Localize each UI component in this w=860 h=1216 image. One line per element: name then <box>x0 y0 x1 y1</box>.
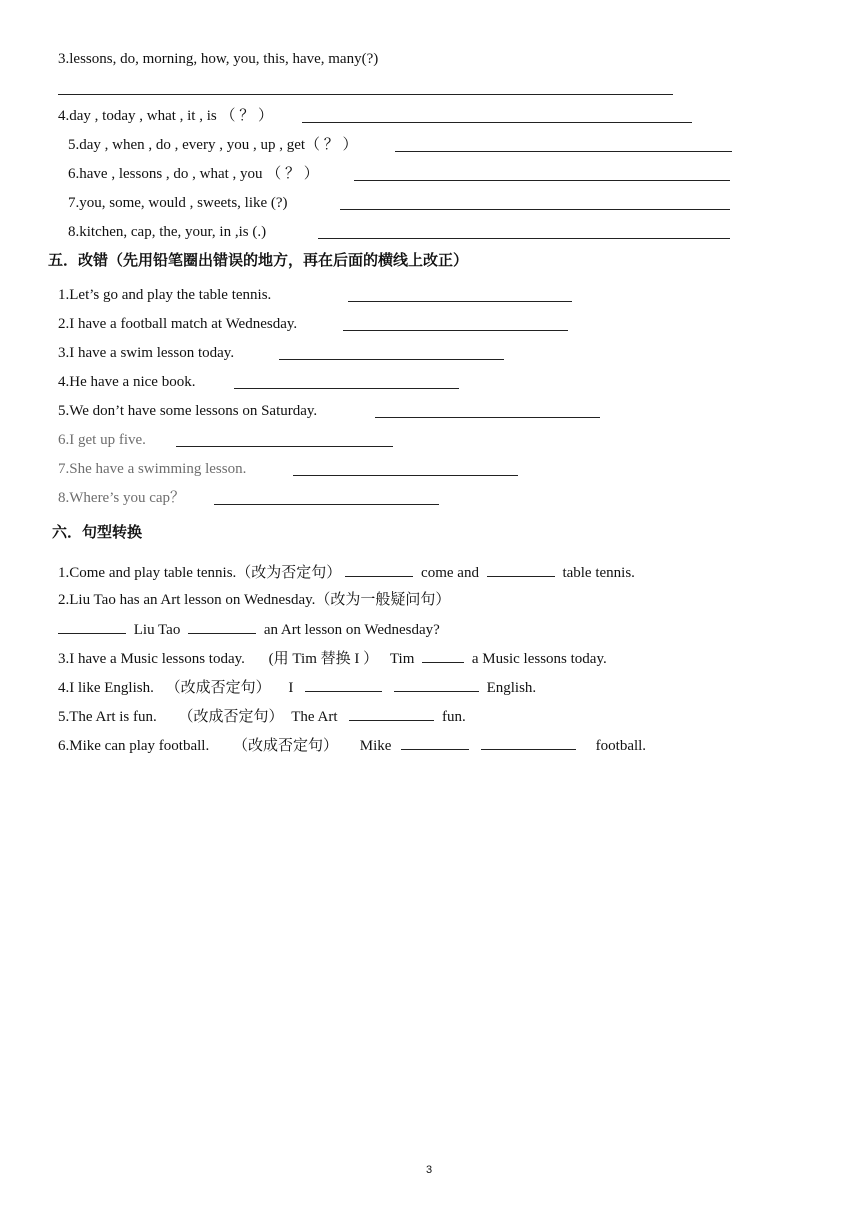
transform-prompt: 3.I have a Music lessons today. <box>58 651 245 667</box>
transform-instruction: （改成否定句） <box>178 709 284 725</box>
transform-item-5 <box>58 706 466 727</box>
correction-item-4: 4.He have a nice book. <box>58 374 196 390</box>
answer-line[interactable] <box>318 238 730 239</box>
answer-line[interactable] <box>58 94 673 95</box>
transform-item-3 <box>58 648 607 669</box>
transform-prompt: 4.I like English. <box>58 680 154 696</box>
reorder-item-3: 3.lessons, do, morning, how, you, this, have, many(?) <box>58 51 379 67</box>
correction-item-7: 7.She have a swimming lesson. <box>58 461 247 477</box>
answer-blank[interactable] <box>401 735 469 750</box>
answer-blank[interactable] <box>345 562 413 577</box>
answer-blank[interactable] <box>349 706 434 721</box>
transform-text: football. <box>595 738 647 754</box>
reorder-item-8: 8.kitchen, cap, the, your, in ,is (.) <box>68 224 267 240</box>
transform-text: English. <box>486 680 537 696</box>
transform-item-2-answer <box>58 619 440 640</box>
answer-line[interactable] <box>176 446 393 447</box>
transform-item-4 <box>58 677 536 698</box>
answer-blank[interactable] <box>394 677 479 692</box>
answer-line[interactable] <box>348 301 572 302</box>
answer-line[interactable] <box>293 475 518 476</box>
transform-text: Tim <box>389 651 415 667</box>
transform-text: Liu Tao <box>133 622 181 638</box>
correction-item-3: 3.I have a swim lesson today. <box>58 345 235 361</box>
answer-line[interactable] <box>354 180 730 181</box>
page-number: 3 <box>426 1164 433 1176</box>
transform-instruction: （改成否定句） <box>165 680 271 696</box>
answer-line[interactable] <box>302 122 692 123</box>
correction-item-1: 1.Let’s go and play the table tennis. <box>58 287 272 303</box>
reorder-item-5: 5.day , when , do , every , you , up , get（ ？ ） <box>68 137 358 153</box>
reorder-item-7: 7.you, some, would , sweets, like (?) <box>68 195 288 211</box>
transform-text: a Music lessons today. <box>471 651 607 667</box>
answer-line[interactable] <box>343 330 568 331</box>
answer-line[interactable] <box>279 359 504 360</box>
transform-item-1 <box>58 562 635 583</box>
answer-line[interactable] <box>214 504 439 505</box>
answer-line[interactable] <box>375 417 600 418</box>
transform-text: fun. <box>442 709 466 725</box>
answer-blank[interactable] <box>58 619 126 634</box>
transform-text: come and <box>421 565 479 581</box>
transform-text: I <box>288 680 294 696</box>
transform-prompt: 1.Come and play table tennis.（改为否定句） <box>58 565 342 581</box>
transform-prompt: 5.The Art is fun. <box>58 709 157 725</box>
correction-item-2: 2.I have a football match at Wednesday. <box>58 316 298 332</box>
reorder-item-6: 6.have , lessons , do , what , you （ ？ ） <box>68 166 319 182</box>
transform-text: Mike <box>359 738 392 754</box>
answer-blank[interactable] <box>487 562 555 577</box>
section-5-title: 五．改错（先用铅笔圈出错误的地方，再在后面的横线上改正） <box>48 251 469 269</box>
transform-instruction: (用 Tim 替换 I ） <box>268 651 379 667</box>
transform-text: table tennis. <box>562 565 635 581</box>
answer-line[interactable] <box>340 209 730 210</box>
section-6-title: 六．句型转换 <box>52 523 143 541</box>
answer-line[interactable] <box>234 388 459 389</box>
transform-instruction: （改成否定句） <box>232 738 338 754</box>
answer-blank[interactable] <box>305 677 382 692</box>
transform-item-2-prompt: 2.Liu Tao has an Art lesson on Wednesday.（改为一般疑问句） <box>58 592 451 608</box>
answer-blank[interactable] <box>188 619 256 634</box>
answer-blank[interactable] <box>422 648 464 663</box>
transform-prompt: 6.Mike can play football. <box>58 738 210 754</box>
transform-text: an Art lesson on Wednesday? <box>263 622 440 638</box>
reorder-item-4: 4.day , today , what , it , is （ ？ ） <box>58 108 273 124</box>
transform-text: The Art <box>291 709 338 725</box>
answer-line[interactable] <box>395 151 732 152</box>
transform-item-6 <box>58 735 646 756</box>
correction-item-5: 5.We don’t have some lessons on Saturday. <box>58 403 318 419</box>
correction-item-8: 8.Where’s you cap？ <box>58 490 186 506</box>
correction-item-6: 6.I get up five. <box>58 432 146 448</box>
answer-blank[interactable] <box>481 735 576 750</box>
